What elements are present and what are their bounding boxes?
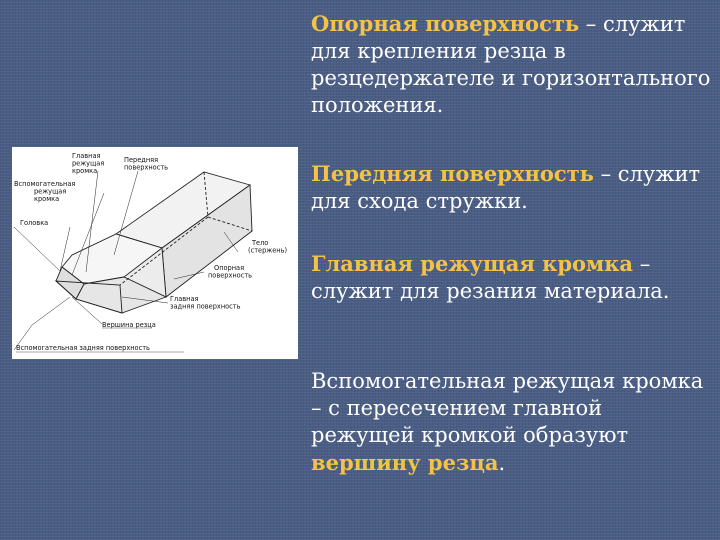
desc-main-edge: – служит для резания материала.: [311, 252, 670, 303]
cutter-outline: [56, 172, 252, 313]
desc-aux-edge-end: .: [498, 451, 506, 475]
desc-support-surface: – служит для крепления резца в резцедержателе и горизонтального положения.: [311, 12, 711, 117]
cutter-drawing: [12, 147, 298, 359]
paragraph-main-edge: [311, 250, 711, 305]
label-front-surface: Передняя поверхность: [124, 156, 169, 172]
term-tip: вершину резца: [311, 450, 499, 475]
term-support-surface: Опорная поверхность: [311, 11, 580, 36]
term-main-edge: Главная режущая кромка: [311, 251, 634, 276]
paragraph-front-surface: [311, 160, 711, 215]
label-tip: Вершина резца: [102, 321, 156, 329]
cutter-diagram: [12, 147, 298, 359]
label-support-surface: Опорная поверхность: [208, 264, 253, 280]
label-aux-edge: Вспомогательная режущая кромка: [14, 180, 76, 203]
desc-aux-edge: Вспомогательная режущая кромка – с пересечением главной режущей кромкой образуют: [311, 369, 704, 447]
label-main-rear-surface: Главная задняя поверхность: [170, 295, 241, 311]
desc-front-surface: – служит для схода стружки.: [311, 162, 701, 213]
paragraph-aux-edge: [311, 368, 711, 477]
label-main-edge: Главная режущая кромка: [72, 152, 105, 175]
term-front-surface: Передняя поверхность: [311, 161, 594, 186]
label-head: Головка: [20, 219, 49, 227]
label-body: Тело (стержень): [248, 239, 288, 255]
label-aux-rear-surface: Вспомогательная задняя поверхность: [16, 344, 150, 352]
paragraph-support-surface: [311, 10, 711, 119]
